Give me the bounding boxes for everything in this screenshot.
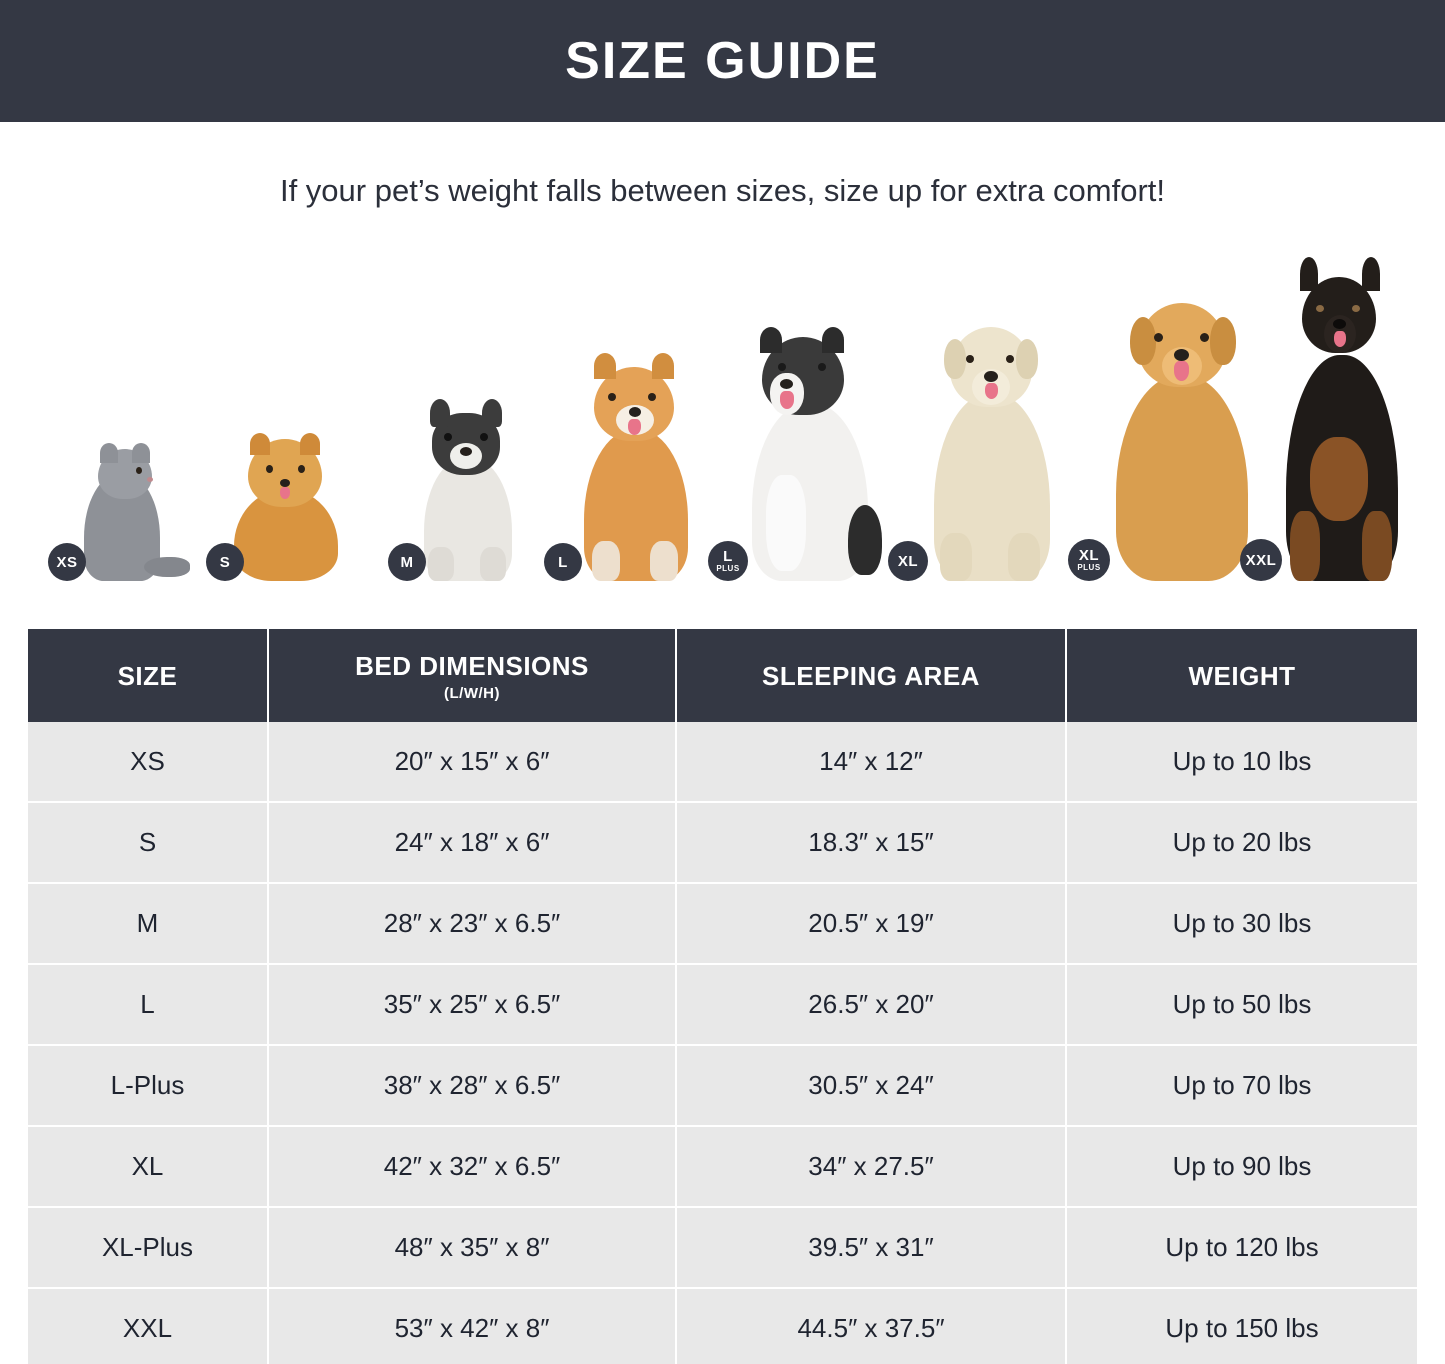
cell-bed: 20″ x 15″ x 6″ (268, 722, 676, 802)
column-header-size-label: SIZE (117, 661, 178, 691)
cell-size: XS (28, 722, 268, 802)
table-row (28, 1288, 1417, 1364)
lab-ear-right (1016, 339, 1038, 379)
cell-sleep: 26.5″ x 20″ (676, 964, 1066, 1045)
cell-sleep: 44.5″ x 37.5″ (676, 1288, 1066, 1364)
pet-figure-xxl (1240, 271, 1425, 581)
pom-ear-right (300, 433, 320, 455)
frenchie-ear-left (430, 399, 450, 427)
column-header-sleeping-area (676, 629, 1066, 722)
collie-ear-right (822, 327, 844, 353)
badge-label: XL (1078, 547, 1100, 565)
size-badge-l-plus (708, 541, 748, 581)
doberman-ear-right (1362, 257, 1380, 291)
column-header-weight (1066, 629, 1417, 722)
frenchie-ear-right (482, 399, 502, 427)
golden-ear-left (1130, 317, 1156, 365)
cell-weight: Up to 10 lbs (1066, 722, 1417, 802)
column-header-weight-label: WEIGHT (1188, 661, 1296, 691)
table-row (28, 1045, 1417, 1126)
column-header-size (28, 629, 268, 722)
table-row (28, 1126, 1417, 1207)
cell-bed: 38″ x 28″ x 6.5″ (268, 1045, 676, 1126)
doberman-leg-right (1362, 511, 1392, 581)
cat-tail (144, 557, 190, 577)
cell-bed: 24″ x 18″ x 6″ (268, 802, 676, 883)
cell-bed: 42″ x 32″ x 6.5″ (268, 1126, 676, 1207)
cell-sleep: 34″ x 27.5″ (676, 1126, 1066, 1207)
badge-label: XL (897, 552, 919, 570)
cell-weight: Up to 20 lbs (1066, 802, 1417, 883)
column-header-bed-dimensions-label: BED DIMENSIONS (355, 651, 589, 681)
page-title: SIZE GUIDE (565, 32, 880, 90)
doberman-chest-tan (1310, 437, 1368, 521)
badge-sublabel: PLUS (716, 564, 740, 574)
shiba-leg-left (592, 541, 620, 581)
badge-sublabel: PLUS (1077, 563, 1101, 573)
size-badge-xxl (1240, 539, 1282, 581)
cell-sleep: 20.5″ x 19″ (676, 883, 1066, 964)
cat-nose (147, 477, 153, 482)
collie-chest-patch (766, 475, 806, 571)
table-header (28, 629, 1417, 722)
badge-label: XS (56, 553, 78, 571)
table-row (28, 883, 1417, 964)
cell-weight: Up to 50 lbs (1066, 964, 1417, 1045)
shiba-ear-left (594, 353, 616, 379)
subtitle-container (0, 122, 1445, 209)
cat-ear-left (100, 443, 118, 463)
shiba-leg-right (650, 541, 678, 581)
cell-bed: 48″ x 35″ x 8″ (268, 1207, 676, 1288)
table-row (28, 964, 1417, 1045)
badge-label: XXL (1245, 551, 1277, 569)
frenchie-leg-left (428, 547, 454, 581)
table-row (28, 802, 1417, 883)
frenchie-leg-right (480, 547, 506, 581)
size-badge-xl (888, 541, 928, 581)
column-header-bed-dimensions (268, 629, 676, 722)
size-badge-s (206, 543, 244, 581)
pom-ear-left (250, 433, 270, 455)
badge-label: L (558, 553, 568, 571)
cell-sleep: 30.5″ x 24″ (676, 1045, 1066, 1126)
pet-figure-m (388, 391, 538, 581)
cell-bed: 35″ x 25″ x 6.5″ (268, 964, 676, 1045)
pet-size-illustrations (0, 251, 1445, 581)
pet-figure-s (206, 421, 356, 581)
cell-size: XL-Plus (28, 1207, 268, 1288)
cell-weight: Up to 150 lbs (1066, 1288, 1417, 1364)
cell-size: S (28, 802, 268, 883)
lab-leg-left (940, 533, 972, 581)
badge-label: S (219, 553, 231, 571)
pet-figure-l (544, 351, 714, 581)
shiba-ear-right (652, 353, 674, 379)
cell-size: M (28, 883, 268, 964)
pet-figure-l-plus (708, 323, 893, 581)
table-row (28, 722, 1417, 802)
size-chart-table (28, 629, 1417, 1364)
column-header-bed-dimensions-sub: (L/W/H) (444, 685, 500, 702)
cell-size: XL (28, 1126, 268, 1207)
column-header-sleeping-area-label: SLEEPING AREA (762, 661, 980, 691)
cell-sleep: 39.5″ x 31″ (676, 1207, 1066, 1288)
pet-figure-xl (888, 313, 1073, 581)
cat-ear-right (132, 443, 150, 463)
cell-weight: Up to 120 lbs (1066, 1207, 1417, 1288)
doberman-illustration (1240, 271, 1425, 581)
collie-tail (848, 505, 882, 575)
cell-weight: Up to 70 lbs (1066, 1045, 1417, 1126)
cell-sleep: 14″ x 12″ (676, 722, 1066, 802)
lab-ear-left (944, 339, 966, 379)
labrador-illustration (888, 313, 1073, 581)
badge-label: L (723, 548, 733, 566)
golden-retriever-illustration (1068, 293, 1268, 581)
cell-weight: Up to 90 lbs (1066, 1126, 1417, 1207)
cell-sleep: 18.3″ x 15″ (676, 802, 1066, 883)
table-row (28, 1207, 1417, 1288)
pet-figure-xs (48, 441, 188, 581)
golden-body (1116, 375, 1248, 581)
cell-weight: Up to 30 lbs (1066, 883, 1417, 964)
collie-ear-left (760, 327, 782, 353)
cell-bed: 53″ x 42″ x 8″ (268, 1288, 676, 1364)
cell-size: L-Plus (28, 1045, 268, 1126)
table-body (28, 722, 1417, 1364)
size-badge-xl-plus (1068, 539, 1110, 581)
size-badge-m (388, 543, 426, 581)
page-header (0, 0, 1445, 122)
cell-size: L (28, 964, 268, 1045)
cell-size: XXL (28, 1288, 268, 1364)
size-badge-l (544, 543, 582, 581)
golden-ear-right (1210, 317, 1236, 365)
lab-leg-right (1008, 533, 1040, 581)
table-header-row (28, 629, 1417, 722)
subtitle-text: If your pet’s weight falls between sizes, size up for extra comfort! (279, 173, 1166, 208)
cell-bed: 28″ x 23″ x 6.5″ (268, 883, 676, 964)
badge-label: M (400, 553, 414, 571)
size-chart-container (28, 629, 1417, 1364)
size-badge-xs (48, 543, 86, 581)
doberman-leg-left (1290, 511, 1320, 581)
pet-figure-xl-plus (1068, 293, 1268, 581)
doberman-ear-left (1300, 257, 1318, 291)
